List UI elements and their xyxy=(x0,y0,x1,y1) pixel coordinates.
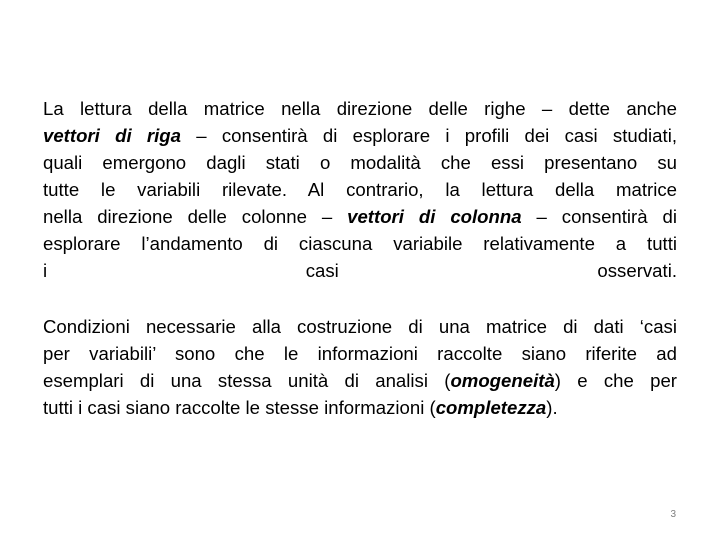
text-segment: i casi osservati. xyxy=(43,260,677,281)
text-line-spread xyxy=(43,257,677,284)
text-segment: ). xyxy=(546,397,558,418)
text-line xyxy=(43,367,677,394)
text-segment: – consentirà di xyxy=(521,206,677,227)
text-segment: per variabili’ sono che le informazioni raccolte siano riferite ad xyxy=(43,343,677,364)
text-line xyxy=(43,122,677,149)
text-line xyxy=(43,230,677,257)
text-line xyxy=(43,313,677,340)
text-line xyxy=(43,95,677,122)
text-line xyxy=(43,176,677,203)
text-segment: tutte le variabili rilevate. Al contrario, la lettura della matrice xyxy=(43,179,677,200)
term-completezza: completezza xyxy=(435,397,547,418)
text-segment: ) e che per xyxy=(554,370,677,391)
text-segment: La lettura della matrice nella direzione delle righe – dette anche xyxy=(43,98,677,119)
text-segment: – consentirà di esplorare i profili dei casi studiati, xyxy=(180,125,677,146)
paragraph-matrix-reading xyxy=(43,95,677,284)
text-segment: esemplari di una stessa unità di analisi ( xyxy=(43,370,451,391)
term-vettori-di-colonna: vettori di colonna xyxy=(347,206,522,227)
text-segment: quali emergono dagli stati o modalità che essi presentano su xyxy=(43,152,677,173)
text-line xyxy=(43,203,677,230)
page-number: 3 xyxy=(670,509,676,520)
text-line xyxy=(43,149,677,176)
term-omogeneita: omogeneità xyxy=(450,370,555,391)
text-line xyxy=(43,340,677,367)
paragraph-conditions xyxy=(43,313,677,421)
term-vettori-di-riga: vettori di riga xyxy=(43,125,181,146)
text-segment: nella direzione delle colonne – xyxy=(43,206,348,227)
text-segment: esplorare l’andamento di ciascuna variabile relativamente a tutti xyxy=(43,233,677,254)
text-segment: tutti i casi siano raccolte le stesse informazioni ( xyxy=(43,397,436,418)
text-line xyxy=(43,394,677,421)
text-segment: Condizioni necessarie alla costruzione di una matrice di dati ‘casi xyxy=(43,316,677,337)
